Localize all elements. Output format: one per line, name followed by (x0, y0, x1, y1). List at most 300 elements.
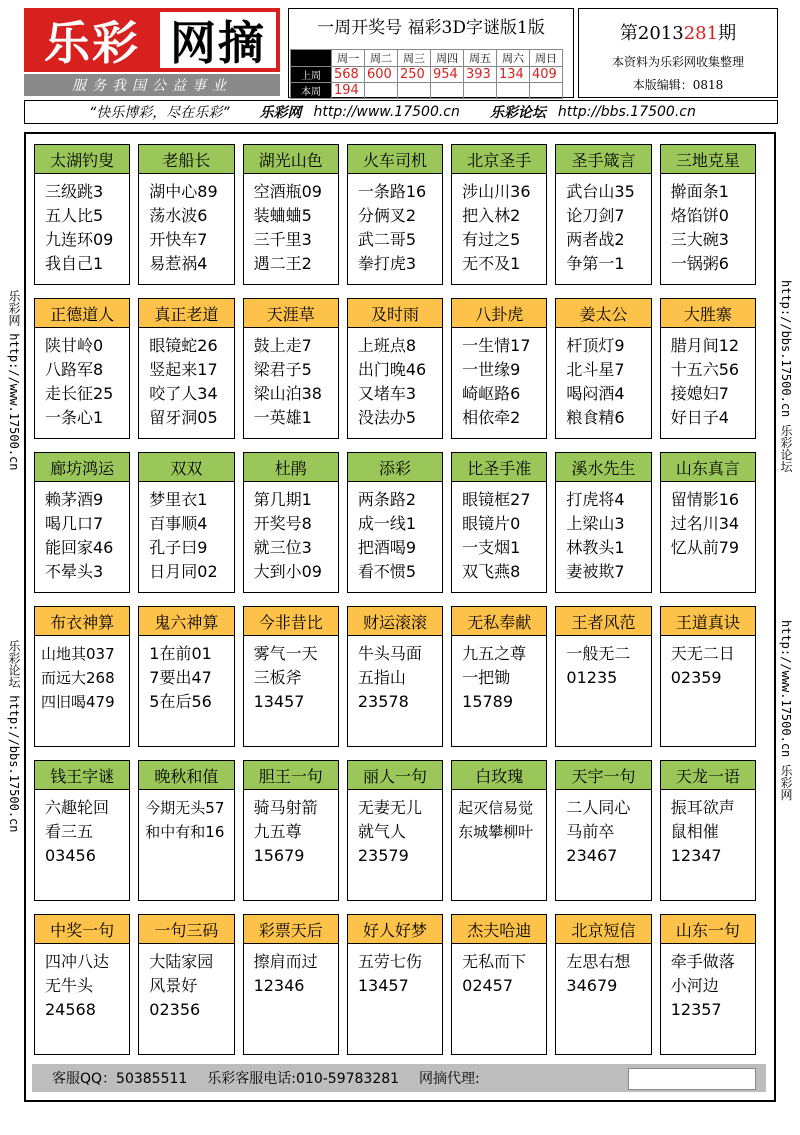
card-line: 忆从前79 (670, 538, 740, 557)
card-line: 遇二王2 (253, 254, 312, 273)
card-line: 牛头马面 (357, 644, 422, 663)
card-title: 正德道人 (35, 299, 129, 328)
footer-bar (32, 1064, 766, 1092)
card-line: 12347 (670, 846, 722, 865)
card-line: 咬了人34 (149, 384, 218, 403)
card-line: 擦肩而过 (253, 952, 318, 971)
weekly-results-table (290, 49, 563, 99)
riddle-card (660, 144, 756, 285)
tagline-bar (24, 100, 778, 124)
card-line: 一英雄1 (253, 408, 312, 427)
card-line: 13457 (253, 692, 305, 711)
card-line: 鼓上走7 (253, 336, 312, 355)
card-line: 眼镜片0 (462, 514, 521, 533)
result-cell: 954 (431, 67, 464, 83)
customer-service-qq: 客服QQ：50385511 (52, 1071, 188, 1087)
card-line: 一锅粥6 (670, 254, 729, 273)
card-body (661, 174, 755, 276)
card-line: 7要出47 (149, 668, 212, 687)
riddle-card (555, 144, 651, 285)
side-text-left-bottom: 乐彩论坛 http://bbs.17500.cn (7, 640, 21, 833)
result-cell (530, 83, 563, 99)
card-line: 一条心1 (45, 408, 104, 427)
card-body (348, 328, 442, 430)
card-line: 23579 (357, 846, 409, 865)
card-line: 02457 (462, 976, 514, 995)
card-title: 天龙一语 (661, 761, 755, 790)
card-title: 今非昔比 (244, 607, 338, 636)
card-line: 就气人 (357, 822, 406, 841)
card-title: 山东真言 (661, 453, 755, 482)
riddle-card (555, 298, 651, 439)
card-line: 上梁山3 (566, 514, 625, 533)
riddle-card (34, 452, 130, 593)
card-line: 八路军8 (45, 360, 104, 379)
card-title: 火车司机 (348, 145, 442, 174)
agent-field (628, 1068, 756, 1090)
card-line: 23467 (566, 846, 618, 865)
card-title: 北京圣手 (452, 145, 546, 174)
card-line: 百事顺4 (149, 514, 208, 533)
card-line: 空酒瓶09 (253, 182, 322, 201)
card-line: 24568 (45, 1000, 96, 1019)
result-cell: 600 (365, 67, 398, 83)
card-title: 姜太公 (556, 299, 650, 328)
card-line: 鼠相催 (670, 822, 719, 841)
card-body (348, 174, 442, 276)
card-line: 13457 (357, 976, 409, 995)
riddle-card (660, 606, 756, 747)
card-line: 左思右想 (566, 952, 631, 971)
card-line: 两者战2 (566, 230, 625, 249)
card-body (452, 482, 546, 584)
card-line: 论刀剑7 (566, 206, 625, 225)
card-line: 又堵车3 (357, 384, 417, 403)
card-line: 出门晚46 (357, 360, 427, 379)
riddle-board (24, 132, 776, 1102)
card-line: 五劳七伤 (357, 952, 422, 971)
riddle-grid (34, 144, 756, 1055)
card-line: 就三位3 (253, 538, 312, 557)
card-line: 杆顶灯9 (566, 336, 625, 355)
logo (24, 8, 280, 72)
card-title: 双双 (139, 453, 233, 482)
riddle-card (243, 452, 339, 593)
card-line: 不晕头3 (45, 562, 104, 581)
side-text-left-top: 乐彩网 http://www.17500.cn (7, 290, 21, 471)
riddle-card (347, 452, 443, 593)
card-line: 马前卒 (566, 822, 615, 841)
card-line: 1在前01 (149, 644, 212, 663)
weekday-header: 周三 (398, 50, 431, 67)
result-cell: 194 (332, 83, 365, 99)
card-line: 12346 (253, 976, 305, 995)
card-title: 溪水先生 (556, 453, 650, 482)
card-body (661, 944, 755, 1022)
card-body (452, 790, 546, 844)
card-line: 接媳妇7 (670, 384, 729, 403)
card-line: 妻被欺7 (566, 562, 625, 581)
card-title: 无私奉献 (452, 607, 546, 636)
riddle-card (555, 452, 651, 593)
card-line: 无妻无儿 (357, 798, 422, 817)
table-corner (291, 50, 332, 67)
card-title: 中奖一句 (35, 915, 129, 944)
card-line: 易惹祸4 (149, 254, 208, 273)
card-line: 能回家46 (45, 538, 114, 557)
card-title: 真正老道 (139, 299, 233, 328)
card-line: 大陆家园 (149, 952, 214, 971)
card-line: 喝闷酒4 (566, 384, 625, 403)
result-cell: 409 (530, 67, 563, 83)
card-line: 四旧喝479 (41, 693, 115, 711)
card-body (35, 174, 129, 276)
riddle-card (451, 606, 547, 747)
card-body (139, 328, 233, 430)
card-line: 5在后56 (149, 692, 212, 711)
card-line: 孔子曰9 (149, 538, 208, 557)
result-cell (464, 83, 497, 99)
card-body (661, 636, 755, 690)
card-line: 风景好 (149, 976, 198, 995)
card-title: 廊坊鸿运 (35, 453, 129, 482)
card-line: 湖中心89 (149, 182, 218, 201)
card-line: 三级跳3 (45, 182, 104, 201)
card-title: 彩票天后 (244, 915, 338, 944)
card-line: 15679 (253, 846, 305, 865)
card-body (556, 790, 650, 868)
card-body (556, 944, 650, 998)
row-label-this-week: 本周 (291, 83, 332, 99)
riddle-card (138, 298, 234, 439)
weekday-header: 周二 (365, 50, 398, 67)
card-title: 钱王字谜 (35, 761, 129, 790)
forum-name-link[interactable]: 乐彩论坛 (489, 105, 546, 121)
riddle-card (138, 144, 234, 285)
card-line: 一般无二 (566, 644, 631, 663)
logo-right-text: 网摘 (160, 12, 276, 68)
card-title: 太湖钓叟 (35, 145, 129, 174)
card-line: 日月同02 (149, 562, 218, 581)
card-line: 骑马射箭 (253, 798, 318, 817)
result-cell: 393 (464, 67, 497, 83)
card-line: 争第一1 (566, 254, 625, 273)
issue-prefix: 第2013 (619, 23, 684, 44)
riddle-card (347, 760, 443, 901)
card-body (348, 482, 442, 584)
card-title: 三地克星 (661, 145, 755, 174)
card-title: 王道真诀 (661, 607, 755, 636)
card-line: 相依牵2 (462, 408, 521, 427)
card-line: 分俩叉2 (357, 206, 417, 225)
card-line: 没法办5 (357, 408, 417, 427)
card-line: 粮食精6 (566, 408, 625, 427)
card-body (35, 636, 129, 714)
draw-results-box (288, 8, 574, 98)
riddle-card (660, 452, 756, 593)
riddle-card (451, 144, 547, 285)
card-line: 无不及1 (462, 254, 521, 273)
card-line: 把入林2 (462, 206, 521, 225)
page-title: 一周开奖号 福彩3D字谜版1版 (317, 17, 545, 38)
riddle-card (451, 452, 547, 593)
card-body (35, 328, 129, 430)
card-title: 白玫瑰 (452, 761, 546, 790)
site-name-link[interactable]: 乐彩网 (259, 105, 302, 121)
card-body (452, 174, 546, 276)
card-line: 一世缘9 (462, 360, 521, 379)
card-body (244, 790, 338, 868)
card-body (661, 790, 755, 868)
card-line: 赖茅酒9 (45, 490, 104, 509)
card-title: 好人好梦 (348, 915, 442, 944)
card-body (139, 174, 233, 276)
card-line: 东城攀柳叶 (458, 823, 534, 841)
card-title: 王者风范 (556, 607, 650, 636)
card-body (139, 636, 233, 714)
riddle-card (451, 914, 547, 1055)
card-line: 三大碗3 (670, 230, 729, 249)
weekday-header: 周一 (332, 50, 365, 67)
card-line: 小河边 (670, 976, 719, 995)
weekday-header: 周日 (530, 50, 563, 67)
card-title: 胆王一句 (244, 761, 338, 790)
result-cell: 134 (497, 67, 530, 83)
card-line: 而远大268 (41, 669, 115, 687)
card-title: 大胜寨 (661, 299, 755, 328)
card-line: 开奖号8 (253, 514, 312, 533)
riddle-card (660, 760, 756, 901)
issue-info-box (578, 8, 778, 98)
card-body (556, 174, 650, 276)
card-line: 眼镜框27 (462, 490, 531, 509)
slogan: 服务我国公益事业 (24, 74, 280, 96)
card-title: 八卦虎 (452, 299, 546, 328)
weekday-header: 周四 (431, 50, 464, 67)
card-line: 34679 (566, 976, 618, 995)
card-line: 看三五 (45, 822, 94, 841)
card-line: 武二哥5 (357, 230, 417, 249)
riddle-card (347, 914, 443, 1055)
card-line: 和中有和16 (145, 823, 225, 841)
card-line: 大到小09 (253, 562, 322, 581)
card-line: 北斗星7 (566, 360, 625, 379)
issue-no: 281 (683, 23, 719, 44)
card-line: 留牙洞05 (149, 408, 218, 427)
riddle-card (243, 760, 339, 901)
card-line: 03456 (45, 846, 96, 865)
card-line: 无牛头 (45, 976, 94, 995)
riddle-card (660, 914, 756, 1055)
card-line: 过名川34 (670, 514, 740, 533)
card-title: 老船长 (139, 145, 233, 174)
riddle-card (660, 298, 756, 439)
riddle-card (34, 760, 130, 901)
card-line: 起灭信易觉 (458, 799, 534, 817)
card-body (452, 944, 546, 998)
card-body (244, 636, 338, 714)
card-body (244, 174, 338, 276)
riddle-card (555, 760, 651, 901)
riddle-card (451, 298, 547, 439)
card-body (244, 944, 338, 998)
card-title: 布衣神算 (35, 607, 129, 636)
card-title: 丽人一句 (348, 761, 442, 790)
card-title: 及时雨 (348, 299, 442, 328)
card-line: 武台山35 (566, 182, 635, 201)
card-line: 三千里3 (253, 230, 312, 249)
card-title: 晚秋和值 (139, 761, 233, 790)
riddle-card (347, 298, 443, 439)
issue-suffix: 期 (718, 23, 737, 44)
card-body (348, 636, 442, 714)
card-line: 一把锄 (462, 668, 511, 687)
card-line: 12357 (670, 1000, 722, 1019)
forum-url-link[interactable]: http://bbs.17500.cn (557, 104, 696, 120)
card-line: 四冲八达 (45, 952, 110, 971)
card-line: 开快车7 (149, 230, 208, 249)
card-line: 成一线1 (357, 514, 417, 533)
card-body (139, 944, 233, 1022)
riddle-card (243, 914, 339, 1055)
card-line: 崎岖路6 (462, 384, 521, 403)
row-label-last-week: 上周 (291, 67, 332, 83)
card-line: 留情影16 (670, 490, 740, 509)
riddle-card (451, 760, 547, 901)
card-line: 雾气一天 (253, 644, 318, 663)
card-title: 鬼六神算 (139, 607, 233, 636)
card-line: 装蛐蛐5 (253, 206, 312, 225)
side-text-right-bottom: http://www.17500.cn 乐彩网 (779, 620, 793, 801)
card-title: 杜鹃 (244, 453, 338, 482)
result-cell: 250 (398, 67, 431, 83)
card-line: 走长征25 (45, 384, 114, 403)
card-title: 圣手箴言 (556, 145, 650, 174)
riddle-card (138, 914, 234, 1055)
card-body (556, 328, 650, 430)
card-body (35, 790, 129, 868)
agent-label: 网摘代理: (419, 1071, 480, 1087)
card-line: 打虎将4 (566, 490, 625, 509)
card-line: 六趣轮回 (45, 798, 110, 817)
card-body (348, 790, 442, 868)
card-line: 山地其037 (41, 645, 115, 663)
card-line: 有过之5 (462, 230, 521, 249)
editor-note: 本版编辑：0818 (632, 78, 724, 92)
card-title: 北京短信 (556, 915, 650, 944)
card-line: 林教头1 (566, 538, 625, 557)
card-line: 好日子4 (670, 408, 729, 427)
result-cell (497, 83, 530, 99)
customer-service-phone: 乐彩客服电话:010-59783281 (207, 1071, 400, 1087)
side-text-right-top: http://bbs.17500.cn 乐彩论坛 (779, 280, 793, 473)
riddle-card (34, 298, 130, 439)
card-line: 振耳欲声 (670, 798, 735, 817)
card-title: 杰夫哈迪 (452, 915, 546, 944)
result-cell: 568 (332, 67, 365, 83)
card-line: 烙馅饼0 (670, 206, 729, 225)
card-line: 喝几口7 (45, 514, 104, 533)
riddle-card (138, 606, 234, 747)
card-body (139, 482, 233, 584)
card-title: 比圣手准 (452, 453, 546, 482)
riddle-card (243, 298, 339, 439)
card-line: 竖起来17 (149, 360, 218, 379)
card-line: 五指山 (357, 668, 406, 687)
site-url-link[interactable]: http://www.17500.cn (313, 104, 460, 120)
result-cell (398, 83, 431, 99)
card-body (661, 328, 755, 430)
card-line: 拳打虎3 (357, 254, 417, 273)
riddle-card (347, 606, 443, 747)
card-title: 一句三码 (139, 915, 233, 944)
card-line: 今期无头57 (145, 799, 225, 817)
card-line: 把酒喝9 (357, 538, 417, 557)
card-line: 无私而下 (462, 952, 527, 971)
card-body (139, 790, 233, 844)
riddle-card (34, 144, 130, 285)
riddle-card (34, 606, 130, 747)
card-line: 九连环09 (45, 230, 114, 249)
card-title: 财运滚滚 (348, 607, 442, 636)
card-line: 一生情17 (462, 336, 531, 355)
card-line: 梦里衣1 (149, 490, 208, 509)
source-note: 本资料为乐彩网收集整理 (611, 55, 744, 69)
card-line: 天无二日 (670, 644, 735, 663)
card-line: 看不惯5 (357, 562, 417, 581)
result-cell (365, 83, 398, 99)
card-line: 二人同心 (566, 798, 631, 817)
card-title: 添彩 (348, 453, 442, 482)
riddle-card (555, 914, 651, 1055)
card-line: 我自己1 (45, 254, 104, 273)
card-line: 牵手做落 (670, 952, 735, 971)
card-line: 十五六56 (670, 360, 740, 379)
issue-number (579, 19, 777, 45)
card-line: 02356 (149, 1000, 201, 1019)
card-body (556, 636, 650, 690)
riddle-card (555, 606, 651, 747)
card-title: 湖光山色 (244, 145, 338, 174)
card-title: 山东一句 (661, 915, 755, 944)
card-line: 九五之尊 (462, 644, 527, 663)
card-line: 双飞燕8 (462, 562, 521, 581)
card-line: 02359 (670, 668, 722, 687)
weekday-header: 周五 (464, 50, 497, 67)
logo-left-text: 乐彩 (44, 16, 140, 70)
riddle-card (347, 144, 443, 285)
card-line: 涉山川36 (462, 182, 531, 201)
card-title: 天涯草 (244, 299, 338, 328)
tagline-quote: “快乐博彩，尽在乐彩” (89, 105, 230, 121)
card-body (556, 482, 650, 584)
card-body (244, 482, 338, 584)
card-line: 擀面条1 (670, 182, 729, 201)
card-line: 两条路2 (357, 490, 417, 509)
card-line: 眼镜蛇26 (149, 336, 218, 355)
card-body (348, 944, 442, 998)
card-line: 九五尊 (253, 822, 302, 841)
card-line: 一支烟1 (462, 538, 521, 557)
card-line: 荡水波6 (149, 206, 208, 225)
card-line: 陕甘岭0 (45, 336, 104, 355)
card-line: 23578 (357, 692, 409, 711)
weekday-header: 周六 (497, 50, 530, 67)
riddle-card (138, 760, 234, 901)
card-body (452, 636, 546, 714)
card-body (661, 482, 755, 560)
card-line: 15789 (462, 692, 514, 711)
